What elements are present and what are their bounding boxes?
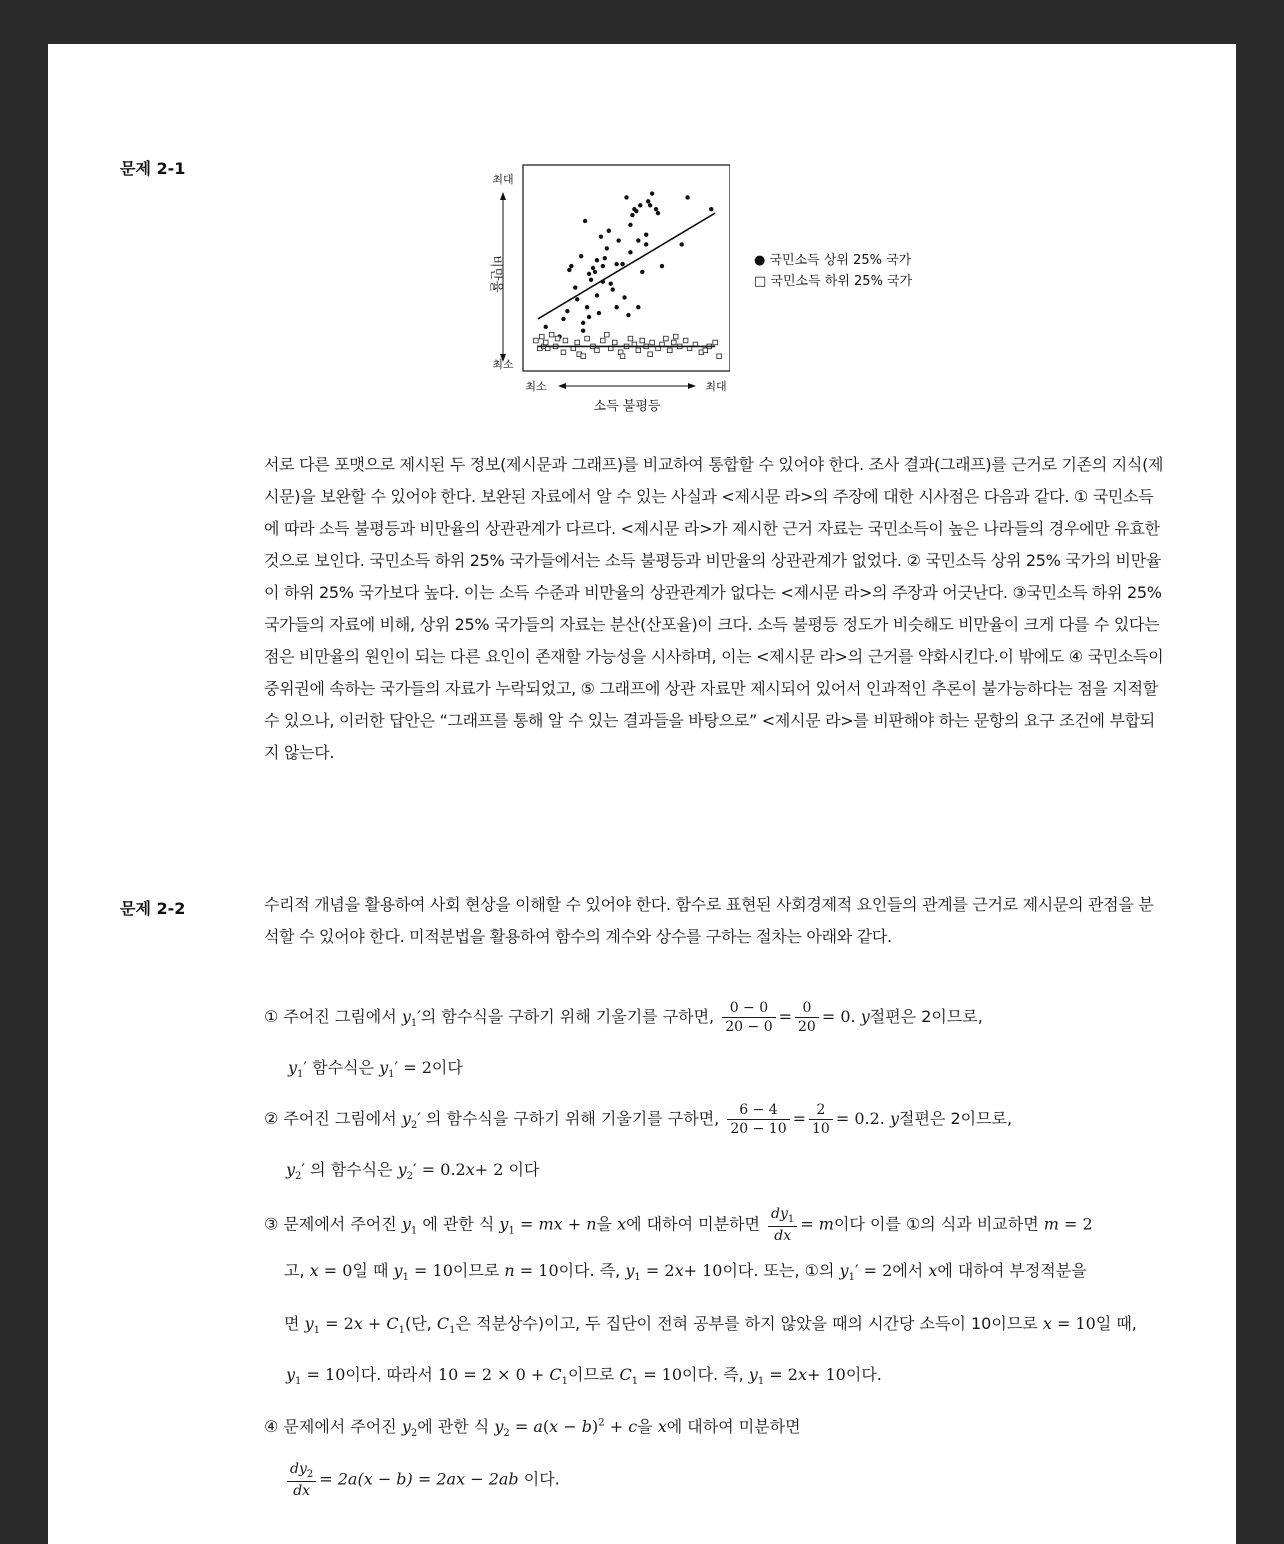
step-2-end: 이다 <box>508 1160 540 1179</box>
low-income-point <box>549 332 554 337</box>
section-label-2-1: 문제 2-1 <box>120 159 186 178</box>
step-4-derivative: $\frac{dy_2}{dx}$ <box>287 1461 316 1499</box>
document-page <box>48 44 1236 1544</box>
high-income-point <box>544 325 548 329</box>
step-3-lead: ③ 문제에서 주어진 <box>264 1214 397 1234</box>
step-2-line-2: $y_2'$ 의 함수식은 $y_2' = 0.2x+ 2$ 이다 <box>286 1160 540 1183</box>
step-1-end: 이다 <box>431 1058 463 1077</box>
x-tick-min: 최소 <box>525 380 547 393</box>
high-income-point <box>646 199 650 203</box>
step-2-text: 의 함수식을 구하기 위해 기울기를 구하면, <box>425 1109 720 1128</box>
high-income-point <box>660 264 664 268</box>
high-income-point <box>709 207 713 211</box>
low-income-point <box>683 338 688 343</box>
low-income-point <box>717 354 722 359</box>
low-income-point <box>668 348 673 353</box>
high-income-point <box>607 229 611 233</box>
high-income-point <box>601 264 605 268</box>
low-income-point <box>703 348 708 353</box>
step-1-equation: = 2 <box>403 1058 432 1077</box>
step-3-line-4: $y_1 = 10$이다. 따라서 $10 = 2 \times 0 + C_1$이므로 $C_1 = 10$이다. 즉, $y_1 = 2x+ 10$이다. <box>286 1365 882 1388</box>
section-label-2-2: 문제 2-2 <box>120 899 186 918</box>
step-3-line-3: 면 $y_1 = 2x + C_1$(단, $C_1$은 적분상수)이고, 두 집단이 전혀 공부를 하지 않았을 때의 시간당 소득이 10이므로 x = 10일 때, <box>284 1314 1137 1337</box>
low-income-point <box>563 338 568 343</box>
high-income-point <box>628 250 632 254</box>
high-income-point <box>599 234 603 238</box>
step-4-lead: ④ 문제에서 주어진 <box>264 1417 397 1436</box>
low-income-point <box>673 334 678 339</box>
high-income-point <box>569 264 573 268</box>
legend-item-low-income: □ 국민소득 하위 25% 국가 <box>754 274 913 289</box>
low-income-point <box>636 348 641 353</box>
step-1-slope: = 0. <box>821 1007 856 1026</box>
step-2-intercept: 절편은 2이므로, <box>899 1109 1013 1128</box>
high-income-point <box>624 195 628 199</box>
step-2-line-2-text: 의 함수식은 <box>310 1160 393 1179</box>
y-axis-label: 비만율 <box>488 255 503 293</box>
low-income-point <box>628 336 633 341</box>
y-arrowhead-top <box>500 192 506 200</box>
high-income-point <box>581 321 585 325</box>
low-income-point <box>581 354 586 359</box>
y-axis <box>488 172 514 371</box>
step-4-line-1: ④ 문제에서 주어진 $y_2$에 관한 식 $y_2 = a(x - b)^2 + c$을 x에 대하여 미분하면 <box>264 1417 801 1440</box>
high-income-point <box>614 262 618 266</box>
low-income-point <box>575 340 580 345</box>
step-1-line-1: ① 주어진 그림에서 $y_1'$의 함수식을 구하기 위해 기울기를 구하면, $\frac{0 - 0}{20 - 0}$ = $\frac{0}{20}$ = 0. y절편은 2이므로, <box>264 1000 983 1035</box>
low-income-point <box>648 352 653 357</box>
section-2-1-paragraph: 서로 다른 포맷으로 제시된 두 정보(제시문과 그래프)를 비교하여 통합할 수 있어야 한다. 조사 결과(그래프)를 근거로 기존의 지식(제시문)을 보완할 수 있어야 한다. 보완된 자료에서 알 수 있는 사실과 <제시문 라>의 주장에 대한 시사점은 다음과 같다. ① 국민소득에 따라 소득 불평등과 비만율의 상관관계가 다르다. <제시문 라>가 제시한 근거 자료는 국민소득이 높은 나라들의 경우에만 유효한 것으로 보인다. 국민소득 하위 25% 국가들에서는 소득 불평등과 비만율의 상관관계가 없었다. ② 국민소득 상위 25% 국가의 비만율이 하위 25% 국가보다 높다. 이는 소득 수준과 비만율의 상관관계가 없다는 <제시문 라>의 주장과 어긋난다. ③국민소득 하위 25% 국가들의 자료에 비해, 상위 25% 국가들의 자료는 분산(산포율)이 크다. 소득 불평등 정도가 비슷해도 비만율이 크게 다를 수 있다는 점은 비만율의 원인이 되는 다른 요인이 존재할 가능성을 시사하며, 이는 <제시문 라>의 근거를 약화시킨다.이 밖에도 ④ 국민소득이 중위권에 속하는 국가들의 자료가 누락되었고, ⑤ 그래프에 상관 자료만 제시되어 있어서 인과적인 추론이 불가능하다는 점을 지적할 수 있으나, 이러한 답안은 “그래프를 통해 알 수 있는 결과들을 바탕으로” <제시문 라>를 비판해야 하는 문항의 요구 조건에 부합되지 않는다. <box>264 455 1164 762</box>
chart-legend <box>754 250 912 292</box>
high-income-point <box>630 213 634 217</box>
trendline-high-income <box>538 213 715 319</box>
step-2-line-1: ② 주어진 그림에서 $y_2'$ 의 함수식을 구하기 위해 기울기를 구하면, $\frac{6 - 4}{20 - 10}$ = $\frac{2}{10}$ = 0.2. y절편은 2이므로, <box>264 1102 1013 1137</box>
step-3-line-2: 고, x = 0일 때 $y_1 = 10$이므로 n = 10이다. 즉, $y_1 = 2x+ 10$이다. 또는, ①의 $y_1' = 2$에서 x에 대하여 부정적분을 <box>284 1261 1087 1284</box>
step-2-fraction-1: $\frac{6 - 4}{20 - 10}$ <box>727 1102 789 1137</box>
section-2-2-intro: 수리적 개념을 활용하여 사회 현상을 이해할 수 있어야 한다. 함수로 표현된 사회경제적 요인들의 관계를 근거로 제시문의 관점을 분석할 수 있어야 한다. 미적분법을 활용하여 함수의 계수와 상수를 구하는 절차는 아래와 같다. <box>264 895 1154 946</box>
high-income-point <box>583 219 587 223</box>
scatter-chart <box>470 156 730 420</box>
high-income-point <box>654 207 658 211</box>
high-income-point <box>587 272 591 276</box>
high-income-point <box>589 278 593 282</box>
high-income-point <box>593 270 597 274</box>
high-income-point <box>644 242 648 246</box>
low-income-point <box>671 340 676 345</box>
high-income-point <box>648 203 652 207</box>
step-2-fraction-2: $\frac{2}{10}$ <box>809 1102 833 1137</box>
low-income-point <box>543 340 548 345</box>
low-income-point <box>605 332 610 337</box>
high-income-point <box>581 329 585 333</box>
high-income-point <box>685 195 689 199</box>
step-2-equation: = 0.2 <box>421 1160 466 1179</box>
low-income-point <box>595 348 600 353</box>
high-income-point <box>622 295 626 299</box>
high-income-point <box>614 305 618 309</box>
high-income-point <box>595 258 599 262</box>
y-tick-max: 최대 <box>492 173 514 186</box>
high-income-point <box>575 297 579 301</box>
high-income-point <box>638 203 642 207</box>
high-income-point <box>611 287 615 291</box>
high-income-point <box>640 270 644 274</box>
y-tick-min: 최소 <box>492 358 514 371</box>
high-income-point <box>644 232 648 236</box>
high-income-point <box>650 191 654 195</box>
high-income-point <box>679 242 683 246</box>
step-2-slope: = 0.2. <box>835 1109 885 1128</box>
low-income-point <box>601 338 606 343</box>
low-income-point <box>555 336 560 341</box>
x-axis <box>525 379 726 414</box>
low-income-point <box>612 340 617 345</box>
high-income-point <box>620 262 624 266</box>
step-2-lead: ② 주어진 그림에서 <box>264 1109 397 1128</box>
low-income-point <box>534 338 539 343</box>
low-income-point <box>664 336 669 341</box>
high-income-point <box>616 238 620 242</box>
x-arrowhead-right <box>688 383 696 389</box>
step-1-line-2-text: 함수식은 <box>312 1058 374 1077</box>
step-4-equation: = 2a(x − b) = 2ax − 2ab <box>319 1469 519 1489</box>
high-income-point <box>573 285 577 289</box>
high-income-point <box>626 313 630 317</box>
step-1-fraction-2: $\frac{0}{20}$ <box>795 1000 819 1035</box>
high-income-point <box>609 281 613 285</box>
x-arrowhead-left <box>558 383 566 389</box>
high-income-point <box>567 268 571 272</box>
legend-item-high-income: ● 국민소득 상위 25% 국가 <box>754 253 912 268</box>
high-income-point <box>561 317 565 321</box>
low-income-point <box>539 334 544 339</box>
low-income-point <box>650 340 655 345</box>
high-income-point <box>656 211 660 215</box>
high-income-point <box>595 293 599 297</box>
high-income-point <box>597 311 601 315</box>
x-axis-label: 소득 불평등 <box>593 399 661 414</box>
high-income-point <box>636 305 640 309</box>
low-income-point <box>561 350 566 355</box>
high-income-point <box>579 254 583 258</box>
low-income-point <box>640 338 645 343</box>
low-income-point <box>713 340 718 345</box>
step-1-text: 의 함수식을 구하기 위해 기울기를 구하면, <box>420 1007 715 1026</box>
step-1-intercept: 절편은 2이므로, <box>869 1007 983 1026</box>
high-income-point <box>565 309 569 313</box>
step-4-line-2: $\frac{dy_2}{dx}$ = 2a(x − b) = 2ax − 2ab 이다. <box>284 1461 560 1499</box>
low-income-point <box>585 336 590 341</box>
chart-marks <box>534 191 722 358</box>
step-1-line-2: $y_1'$ 함수식은 $y_1' = 2$이다 <box>288 1058 463 1081</box>
step-1-fraction-1: $\frac{0 - 0}{20 - 0}$ <box>722 1000 775 1035</box>
high-income-point <box>585 305 589 309</box>
high-income-point <box>636 238 640 242</box>
high-income-point <box>634 209 638 213</box>
high-income-point <box>628 223 632 227</box>
low-income-point <box>620 354 625 359</box>
high-income-point <box>587 315 591 319</box>
high-income-point <box>605 246 609 250</box>
high-income-point <box>591 266 595 270</box>
step-1-lead: ① 주어진 그림에서 <box>264 1007 397 1026</box>
high-income-point <box>603 256 607 260</box>
step-3-derivative: $\frac{dy_1}{dx}$ <box>768 1206 797 1244</box>
step-3-line-1: ③ 문제에서 주어진 $y_1$ 에 관한 식 $y_1$ = mx + n을 x에 대하여 미분하면 $\frac{dy_1}{dx}$ = m이다 이를 ①의 식과 비교하면 m = 2 <box>264 1206 1093 1244</box>
x-tick-max: 최대 <box>705 380 727 393</box>
